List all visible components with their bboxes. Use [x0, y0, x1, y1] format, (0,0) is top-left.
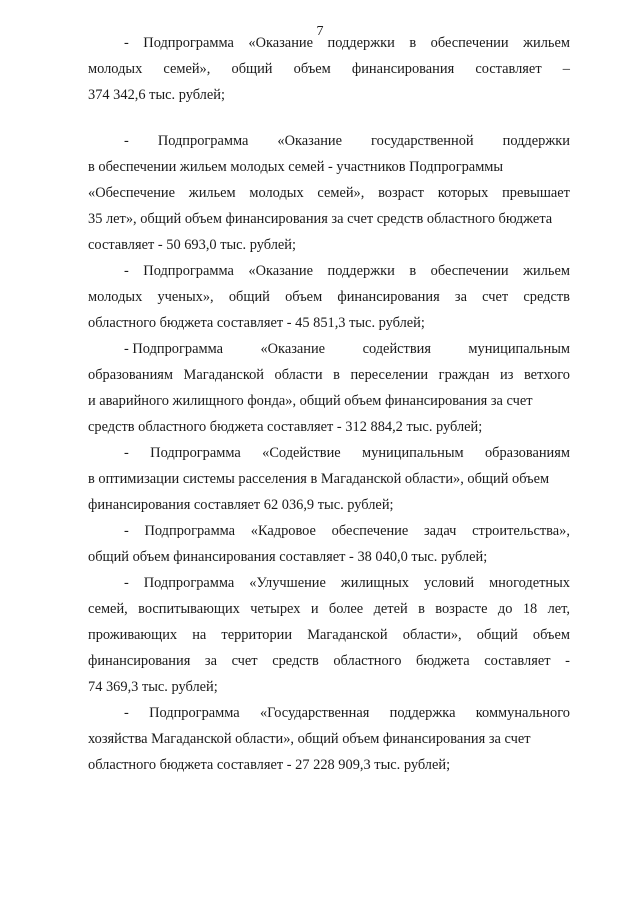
word: задач	[423, 523, 457, 539]
word: 374 342,6 тыс. рублей;	[88, 87, 225, 103]
word: муниципальным	[362, 445, 464, 461]
word: -	[565, 653, 570, 669]
word: детей	[373, 601, 408, 617]
text-line	[88, 414, 570, 440]
text-line	[88, 596, 570, 622]
word: Подпрограмма	[144, 523, 236, 539]
word: превышает	[502, 185, 570, 201]
text-line	[88, 232, 570, 258]
text-line	[88, 674, 570, 700]
word: поддержки	[502, 133, 570, 149]
word: на	[192, 627, 207, 643]
text-line	[88, 258, 570, 284]
word: составляет	[475, 61, 542, 77]
paragraph	[88, 30, 570, 108]
word: обеспечении	[430, 263, 509, 279]
word: обеспечение	[331, 523, 409, 539]
word: «Обеспечение	[88, 185, 175, 201]
word: поддержка	[389, 705, 456, 721]
text-line	[88, 362, 570, 388]
text-line	[88, 82, 570, 108]
word: молодых	[88, 61, 143, 77]
word: «Оказание	[260, 341, 326, 357]
word: содействия	[362, 341, 431, 357]
word: многодетных	[489, 575, 570, 591]
word: поддержки	[327, 35, 395, 51]
text-line	[88, 30, 570, 56]
word: Подпрограмма	[143, 263, 234, 279]
word: счет	[482, 289, 509, 305]
text-line	[88, 466, 570, 492]
word: финансирования	[88, 653, 191, 669]
word: 74 369,3 тыс. рублей;	[88, 679, 218, 695]
word: за	[204, 653, 217, 669]
word: жильем	[188, 185, 236, 201]
word: обеспечении	[430, 35, 509, 51]
text-line	[88, 700, 570, 726]
word: «Улучшение	[249, 575, 326, 591]
word: средств	[272, 653, 319, 669]
word: Подпрограмма	[150, 445, 241, 461]
word: -	[124, 575, 129, 591]
text-line	[88, 310, 570, 336]
text-line	[88, 544, 570, 570]
word: молодых	[249, 185, 304, 201]
word: государственной	[371, 133, 474, 149]
text-line	[88, 154, 570, 180]
word: в обеспечении жильем молодых семей - участников Подпрограммы	[88, 159, 504, 175]
word: жилищных	[340, 575, 410, 591]
word: средств областного бюджета составляет - 312 884,2 тыс. рублей;	[88, 419, 483, 435]
word: «Оказание	[248, 35, 313, 51]
paragraph	[88, 258, 570, 336]
word: объем	[285, 289, 323, 305]
word: ветхого	[523, 367, 570, 383]
word: объем	[293, 61, 331, 77]
paragraph	[88, 570, 570, 700]
word: в	[333, 367, 340, 383]
word: Подпрограмма	[143, 35, 234, 51]
word: областного	[333, 653, 402, 669]
word: переселении	[350, 367, 429, 383]
word: за	[454, 289, 467, 305]
word: молодых	[88, 289, 143, 305]
word: «Оказание	[248, 263, 313, 279]
word: в	[409, 263, 417, 279]
paragraph	[88, 518, 570, 570]
word: четырех	[250, 601, 301, 617]
text-line	[88, 752, 570, 778]
word: –	[562, 61, 570, 77]
word: счет	[231, 653, 258, 669]
text-line	[88, 648, 570, 674]
word: коммунального	[475, 705, 570, 721]
word: финансирования	[337, 289, 440, 305]
word: общий	[228, 289, 270, 305]
word: общий	[476, 627, 518, 643]
word: финансирования	[351, 61, 455, 77]
paragraph	[88, 700, 570, 778]
word: образованиям	[88, 367, 174, 383]
word: областного бюджета составляет - 45 851,3 тыс. рублей;	[88, 315, 425, 331]
text-line	[88, 726, 570, 752]
word: -	[124, 523, 129, 539]
word: и	[310, 601, 319, 617]
word: «Кадровое	[250, 523, 316, 539]
word: территории	[221, 627, 293, 643]
word: до	[497, 601, 513, 617]
word: области	[274, 367, 323, 383]
word: бюджета	[416, 653, 470, 669]
paragraph	[88, 440, 570, 518]
word: области»,	[402, 627, 462, 643]
word: воспитывающих	[138, 601, 240, 617]
text-line	[88, 56, 570, 82]
word: -	[124, 35, 129, 51]
word: муниципальным	[468, 341, 570, 357]
text-line	[88, 518, 570, 544]
word: составляет - 50 693,0 тыс. рублей;	[88, 237, 296, 253]
text-line	[88, 570, 570, 596]
word: Подпрограмма	[143, 575, 235, 591]
word: которых	[437, 185, 489, 201]
word: «Государственная	[259, 705, 370, 721]
word: в	[418, 601, 425, 617]
word: Магаданской	[183, 367, 264, 383]
word: более	[328, 601, 364, 617]
word: жильем	[523, 263, 570, 279]
word: ученых»,	[157, 289, 214, 305]
word: Подпрограмма	[149, 705, 240, 721]
word: строительства»,	[472, 523, 570, 539]
word: в оптимизации системы расселения в Магаданской области», общий объем	[88, 471, 550, 487]
word: проживающих	[88, 627, 178, 643]
word: «Содействие	[262, 445, 341, 461]
text-line	[88, 284, 570, 310]
word: и аварийного жилищного фонда», общий объем финансирования за счет	[88, 393, 533, 409]
word: семей,	[88, 601, 128, 617]
word: в	[409, 35, 417, 51]
word: из	[500, 367, 514, 383]
word: общий	[231, 61, 273, 77]
page-number: 7	[316, 24, 324, 39]
text-line	[88, 440, 570, 466]
word: -	[124, 263, 129, 279]
text-line	[88, 388, 570, 414]
word: поддержки	[327, 263, 395, 279]
word: «Оказание	[277, 133, 343, 149]
word: средств	[523, 289, 570, 305]
word: составляет	[484, 653, 551, 669]
word: образованиям	[484, 445, 570, 461]
word: областного бюджета составляет - 27 228 909,3 тыс. рублей;	[88, 757, 451, 773]
word: семей»,	[163, 61, 211, 77]
word: семей»,	[317, 185, 365, 201]
word: - Подпрограмма	[124, 341, 223, 357]
text-line	[88, 336, 570, 362]
word: -	[124, 445, 129, 461]
paragraph	[88, 336, 570, 440]
word: общий объем финансирования составляет - 38 040,0 тыс. рублей;	[88, 549, 488, 565]
word: граждан	[438, 367, 490, 383]
word: лет,	[547, 601, 570, 617]
text-line	[88, 180, 570, 206]
word: -	[124, 133, 129, 149]
word: хозяйства Магаданской области», общий объем финансирования за счет	[88, 731, 531, 747]
text-line	[88, 206, 570, 232]
text-line	[88, 128, 570, 154]
word: финансирования составляет 62 036,9 тыс. рублей;	[88, 497, 394, 513]
word: Подпрограмма	[157, 133, 249, 149]
text-line	[88, 622, 570, 648]
word: объем	[532, 627, 570, 643]
paragraph	[88, 128, 570, 258]
word: жильем	[523, 35, 570, 51]
word: -	[124, 705, 129, 721]
word: возрасте	[435, 601, 488, 617]
word: Магаданской	[307, 627, 388, 643]
word: 18	[522, 601, 538, 617]
word: возраст	[378, 185, 424, 201]
text-line	[88, 492, 570, 518]
word: условий	[423, 575, 475, 591]
word: 35 лет», общий объем финансирования за счет средств областного бюджета	[88, 211, 553, 227]
